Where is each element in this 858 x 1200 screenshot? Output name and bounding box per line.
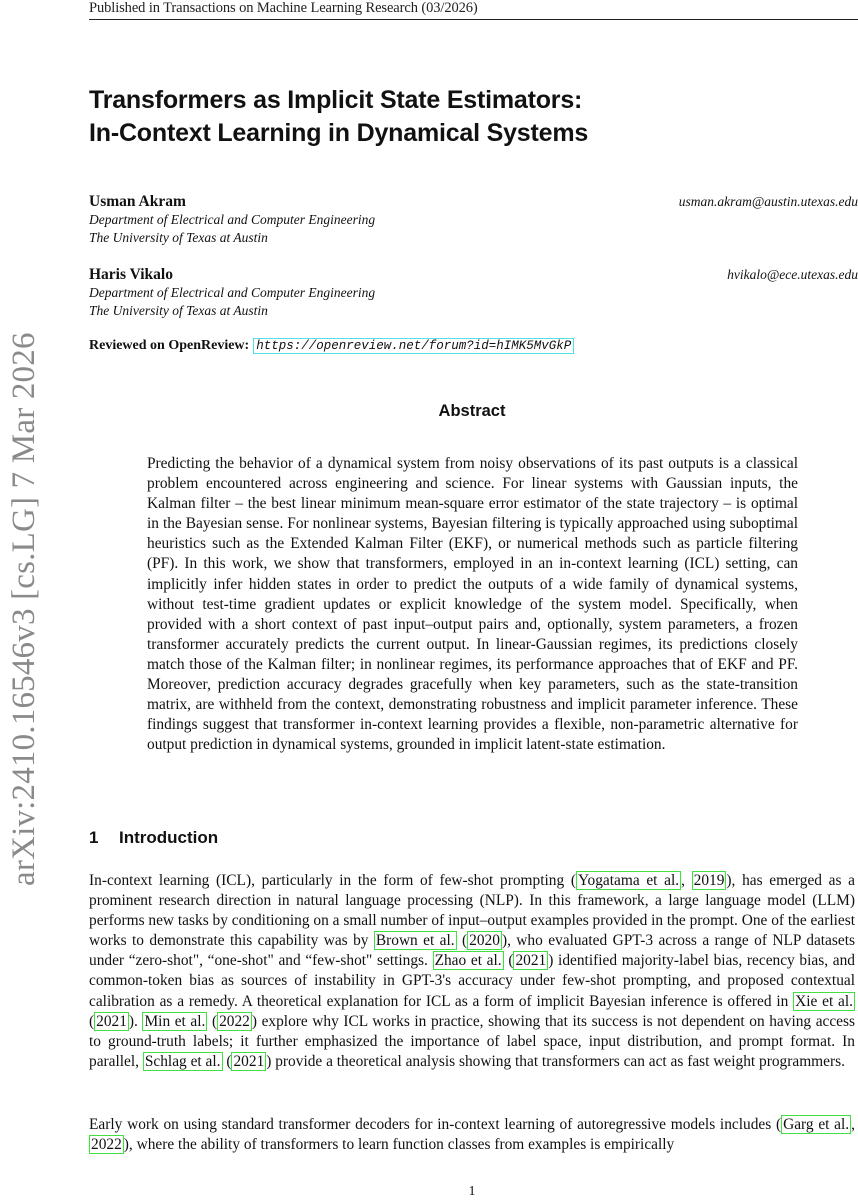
citation-link[interactable]: Xie et al. (795, 992, 853, 1010)
section-title: Introduction (119, 828, 219, 847)
running-head: Published in Transactions on Machine Learning Research (03/2026) (89, 0, 858, 20)
author-affiliation: Department of Electrical and Computer Engineering (89, 212, 376, 227)
intro-paragraph-2 (89, 1115, 855, 1155)
text-run: , (681, 872, 692, 889)
text-run: ) explore why ICL works in practice, showing that its success is not dependent on having access to ground-truth labels; it further emphasized the importance of label space, input distribution, and prompt format. In parallel, (89, 1012, 855, 1070)
citation-link[interactable]: Min et al. (144, 1012, 206, 1030)
text-run: ). (128, 1012, 143, 1030)
author-institution: The University of Texas at Austin (89, 230, 268, 245)
citation-year-link[interactable]: 2021 (233, 1052, 265, 1070)
text-run: In-context learning (ICL), particularly in the form of few-shot prompting ( (89, 872, 576, 889)
author-email[interactable]: hvikalo@ece.utexas.edu (727, 267, 858, 282)
text-run: ), has emerged as a prominent research direction in natural language processing (NLP). In this framework, a large language model (LLM) performs new tasks by conditioning on a small number of input–output examples provided in the prompt. One of the earliest works to demonstrate this capability was by (89, 872, 856, 950)
section-heading (89, 828, 218, 848)
section-number: 1 (89, 828, 99, 847)
text-run: ( (456, 932, 468, 950)
page-number: 1 (468, 1184, 476, 1199)
author-email[interactable]: usman.akram@austin.utexas.edu (678, 194, 858, 209)
text-run: ( (222, 1052, 232, 1070)
citation-link[interactable]: Yogatama et al. (577, 872, 680, 889)
intro-paragraph-1 (89, 871, 855, 1072)
text-run: ( (207, 1012, 218, 1030)
text-run: ( (503, 952, 514, 970)
citation-link[interactable]: Zhao et al. (434, 952, 502, 970)
text-run: , (851, 1116, 855, 1133)
text-run: Early work on using standard transformer decoders for in-context learning of autoregressive models includes ( (89, 1116, 782, 1133)
author-block (89, 266, 858, 320)
citation-year-link[interactable]: 2020 (469, 932, 500, 950)
author-affiliation: Department of Electrical and Computer Engineering (89, 285, 376, 300)
arxiv-stamp[interactable]: arXiv:2410.16546v3 [cs.LG] 7 Mar 2026 (6, 332, 42, 886)
text-run: ) identified majority-label bias, recency bias, and common-token bias as sources of instability in GPT-3's accuracy under few-shot prompting, and proposed contextual calibration as a remedy. A theoretical explanation for ICL as a form of implicit Bayesian inference is offered in (89, 952, 855, 1010)
author-name: Usman Akram (89, 193, 186, 210)
openreview-link[interactable]: https://openreview.net/forum?id=hIMK5MvGkP (253, 338, 574, 354)
citation-year-link[interactable]: 2019 (693, 872, 725, 889)
citation-year-link[interactable]: 2021 (515, 952, 547, 970)
abstract-heading: Abstract (438, 402, 506, 420)
text-run: ), who evaluated GPT-3 across a range of NLP datasets under “zero-shot", “one-shot" and “few-shot" settings. (89, 932, 855, 970)
title-line-2: In-Context Learning in Dynamical Systems (89, 119, 589, 147)
title-line-1: Transformers as Implicit State Estimators: (89, 86, 583, 114)
citation-link[interactable]: Garg et al. (783, 1116, 850, 1133)
text-run: ( (89, 1012, 95, 1030)
citation-year-link[interactable]: 2022 (219, 1012, 250, 1030)
citation-link[interactable]: Brown et al. (375, 932, 455, 950)
author-institution: The University of Texas at Austin (89, 303, 268, 318)
text-run: ), where the ability of transformers to learn function classes from examples is empirically (123, 1136, 675, 1154)
review-line (89, 338, 574, 354)
citation-year-link[interactable]: 2022 (91, 1136, 122, 1154)
paper-title (89, 84, 588, 150)
citation-link[interactable]: Schlag et al. (144, 1052, 221, 1070)
text-run: ) provide a theoretical analysis showing that transformers can act as fast weight programmers. (266, 1052, 845, 1070)
review-label: Reviewed on OpenReview: (89, 338, 250, 353)
author-block (89, 193, 858, 247)
author-name: Haris Vikalo (89, 266, 173, 283)
citation-year-link[interactable]: 2021 (96, 1012, 127, 1030)
abstract-text: Predicting the behavior of a dynamical system from noisy observations of its past outputs is a classical problem encountered across engineering and science. For linear systems with Gaussian inputs, the Kalman filter – the best linear minimum mean-square error estimator of the state trajectory – is optimal in the Bayesian sense. For nonlinear systems, Bayesian filtering is typically approached using suboptimal heuristics such as the Extended Kalman Filter (EKF), or numerical methods such as particle filtering (PF). In this work, we show that transformers, employed in an in-context learning (ICL) setting, can implicitly infer hidden states in order to predict the outputs of a wide family of dynamical systems, without test-time gradient updates or explicit knowledge of the system model. Specifically, when provided with a short context of past input–output pairs and, optionally, system parameters, a frozen transformer accurately predicts the current output. In linear-Gaussian regimes, its predictions closely match those of the Kalman filter; in nonlinear regimes, its performance approaches that of EKF and PF. Moreover, prediction accuracy degrades gracefully when key parameters, such as the state-transition matrix, are withheld from the context, demonstrating robustness and implicit parameter inference. These findings suggest that transformer in-context learning provides a flexible, non-parametric alternative for output prediction in dynamical systems, grounded in implicit latent-state estimation. (147, 455, 798, 754)
